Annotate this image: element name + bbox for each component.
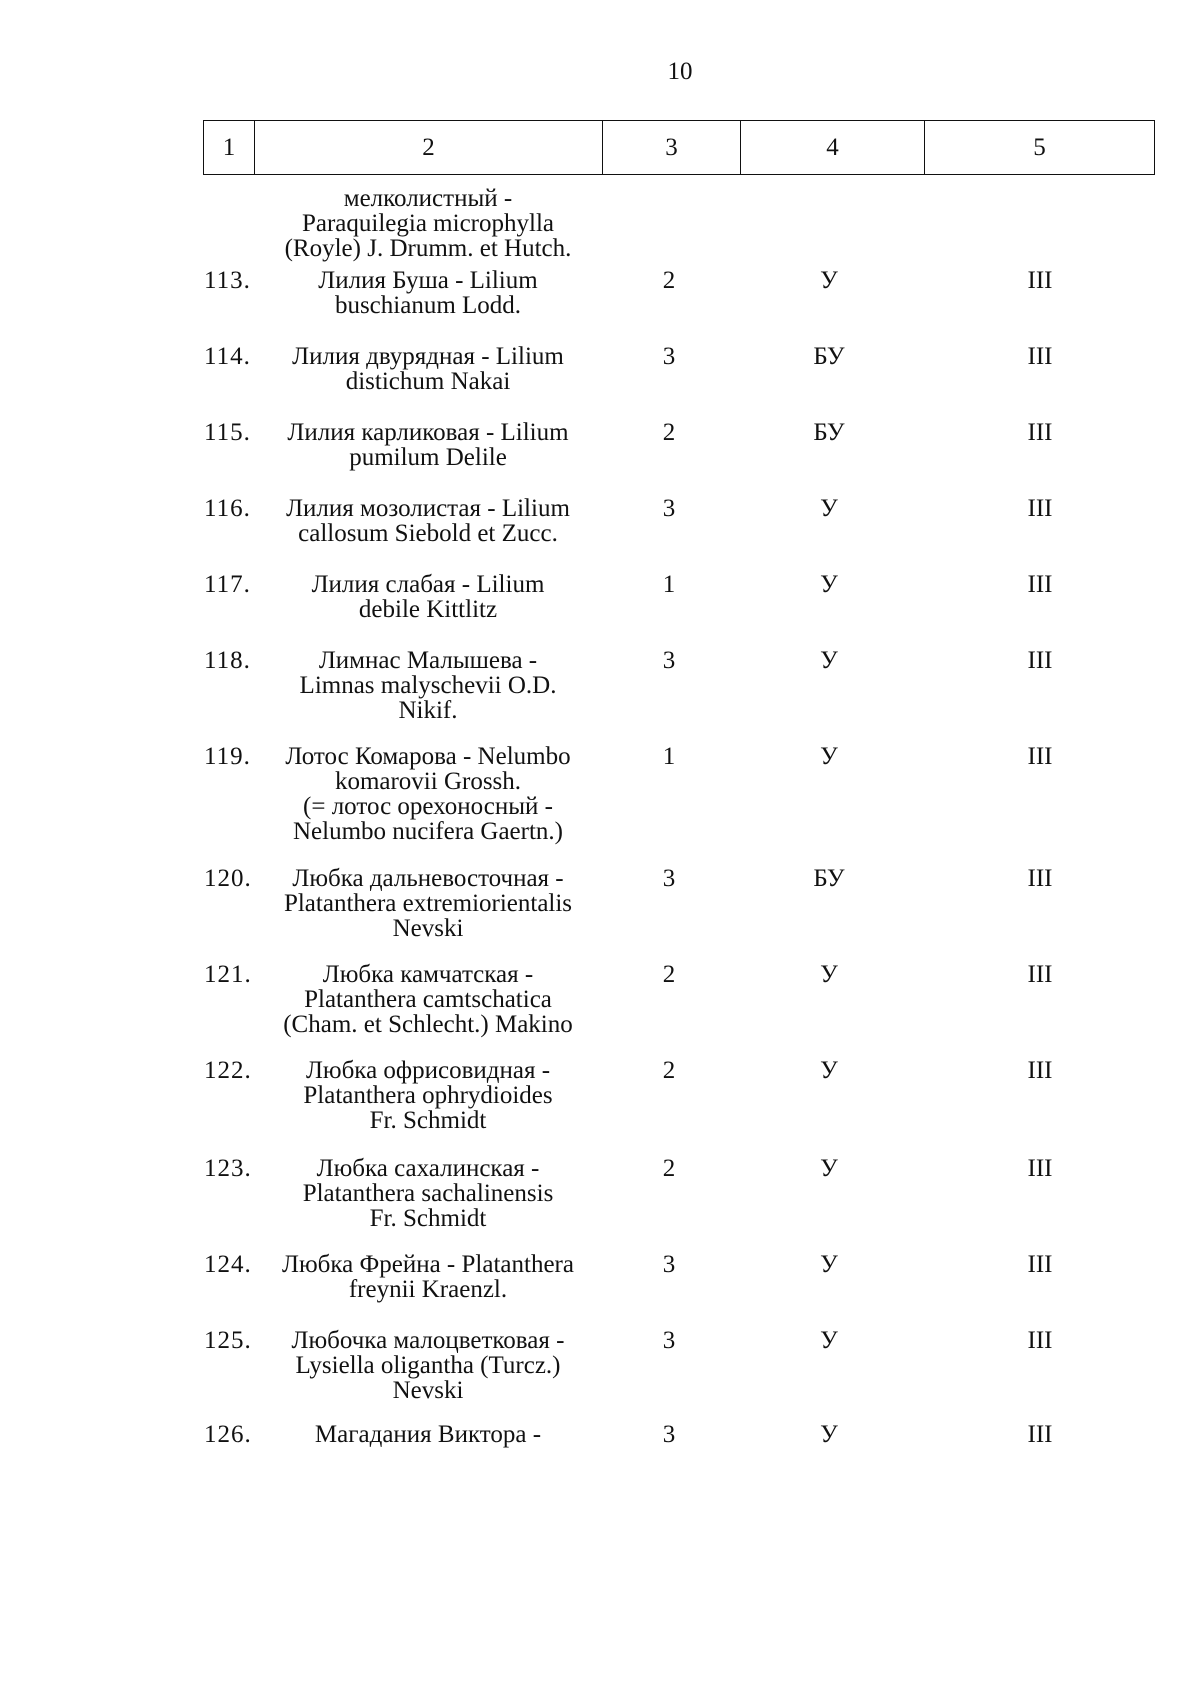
entry-number: 115. xyxy=(204,419,251,446)
status-cell: БУ xyxy=(813,419,845,446)
species-name-line: freynii Kraenzl. xyxy=(348,1276,508,1303)
category-cell: 2 xyxy=(662,1155,676,1182)
species-name xyxy=(258,648,598,723)
species-name-line: Nikif. xyxy=(398,697,458,724)
category-cell: 3 xyxy=(662,343,676,370)
species-name-line: debile Kittlitz xyxy=(358,596,498,623)
header-cell-1: 1 xyxy=(204,121,255,174)
species-name-line: Fr. Schmidt xyxy=(369,1107,487,1134)
entry-number: 116. xyxy=(204,495,251,522)
species-name-line: Лимнас Малышева - xyxy=(318,647,538,674)
entry-number: 117. xyxy=(204,571,251,598)
entry-number: 122. xyxy=(204,1057,252,1084)
species-name-line: pumilum Delile xyxy=(349,444,507,471)
species-name-line: Lysiella oligantha (Turcz.) xyxy=(295,1352,561,1379)
species-name-line: Platanthera sachalinensis xyxy=(302,1180,554,1207)
category-cell: 3 xyxy=(662,865,676,892)
status-cell: У xyxy=(820,1057,838,1084)
entry-number: 121. xyxy=(204,961,252,988)
entry-number: 126. xyxy=(204,1421,252,1448)
entry-number: 113. xyxy=(204,267,251,294)
group-cell: III xyxy=(1027,419,1053,446)
page-number: 10 xyxy=(667,58,693,85)
species-name-line: (Cham. et Schlecht.) Makino xyxy=(283,1011,573,1038)
species-name-line: Лилия двурядная - Lilium xyxy=(292,343,564,370)
group-cell: III xyxy=(1027,1057,1053,1084)
status-cell: У xyxy=(820,1421,838,1448)
species-name-line: Platanthera ophrydioides xyxy=(303,1082,553,1109)
species-name xyxy=(258,344,598,394)
status-cell: У xyxy=(820,743,838,770)
entry-number: 120. xyxy=(204,865,252,892)
species-name-line: Лотос Комарова - Nelumbo xyxy=(285,743,571,770)
status-cell: У xyxy=(820,1251,838,1278)
entry-number: 124. xyxy=(204,1251,252,1278)
category-cell: 3 xyxy=(662,1327,676,1354)
group-cell: III xyxy=(1027,865,1053,892)
status-cell: У xyxy=(820,571,838,598)
status-cell: У xyxy=(820,495,838,522)
category-cell: 2 xyxy=(662,267,676,294)
status-cell: БУ xyxy=(813,865,845,892)
category-cell: 3 xyxy=(662,1251,676,1278)
species-name xyxy=(258,1422,598,1447)
group-cell: III xyxy=(1027,1327,1053,1354)
species-name-line: callosum Siebold et Zucc. xyxy=(298,520,558,547)
species-name xyxy=(258,962,598,1037)
header-cell-5: 5 xyxy=(1033,133,1046,161)
species-name-line: Nelumbo nucifera Gaertn.) xyxy=(292,818,564,845)
status-cell: У xyxy=(820,267,838,294)
group-cell: III xyxy=(1027,495,1053,522)
continuation-line: мелколистный - xyxy=(343,185,513,212)
species-name-line: distichum Nakai xyxy=(345,368,511,395)
species-name xyxy=(258,1156,598,1231)
category-cell: 3 xyxy=(662,495,676,522)
species-name-line: Nevski xyxy=(392,915,464,942)
continuation-line: (Royle) J. Drumm. et Hutch. xyxy=(284,235,572,262)
status-cell: У xyxy=(820,961,838,988)
species-name xyxy=(258,1252,598,1302)
group-cell: III xyxy=(1027,647,1053,674)
category-cell: 3 xyxy=(662,1421,676,1448)
species-name xyxy=(258,1328,598,1403)
species-name xyxy=(258,744,598,844)
group-cell: III xyxy=(1027,961,1053,988)
species-name-line: komarovii Grossh. xyxy=(334,768,522,795)
species-name-line: Лилия слабая - Lilium xyxy=(311,571,545,598)
status-cell: У xyxy=(820,647,838,674)
category-cell: 2 xyxy=(662,419,676,446)
species-name xyxy=(258,268,598,318)
category-cell: 1 xyxy=(662,571,676,598)
group-cell: III xyxy=(1027,1251,1053,1278)
species-name-line: (= лотос орехоносный - xyxy=(303,793,553,820)
group-cell: III xyxy=(1027,571,1053,598)
header-cell-3: 3 xyxy=(603,121,741,174)
species-name-line: Любочка малоцветковая - xyxy=(291,1327,565,1354)
species-name xyxy=(258,866,598,941)
entry-number: 118. xyxy=(204,647,251,674)
category-cell: 3 xyxy=(662,647,676,674)
entry-number: 119. xyxy=(204,743,251,770)
category-cell: 2 xyxy=(662,1057,676,1084)
table-header-row xyxy=(203,120,1155,175)
entry-number: 114. xyxy=(204,343,251,370)
group-cell: III xyxy=(1027,743,1053,770)
species-name-line: Nevski xyxy=(392,1377,464,1404)
header-cell-4: 4 xyxy=(741,121,925,174)
species-name-line: Любка сахалинская - xyxy=(316,1155,540,1182)
entry-number: 123. xyxy=(204,1155,252,1182)
species-name-line: buschianum Lodd. xyxy=(334,292,522,319)
species-name xyxy=(258,420,598,470)
species-name-line: Platanthera extremiorientalis xyxy=(283,890,573,917)
species-name-line: Platanthera camtschatica xyxy=(304,986,552,1013)
species-name xyxy=(258,1058,598,1133)
header-cell-2: 2 xyxy=(255,121,603,174)
entry-number: 125. xyxy=(204,1327,252,1354)
continuation-text xyxy=(258,186,598,261)
status-cell: БУ xyxy=(813,343,845,370)
species-name-line: Любка камчатская - xyxy=(322,961,534,988)
species-name-line: Любка Фрейна - Platanthera xyxy=(282,1251,574,1278)
group-cell: III xyxy=(1027,343,1053,370)
species-name-line: Магадания Виктора - xyxy=(314,1421,542,1448)
species-name-line: Fr. Schmidt xyxy=(369,1205,487,1232)
species-name-line: Любка офрисовидная - xyxy=(305,1057,551,1084)
species-name-line: Любка дальневосточная - xyxy=(292,865,564,892)
species-name xyxy=(258,496,598,546)
species-name-line: Лилия мозолистая - Lilium xyxy=(286,495,570,522)
species-name-line: Лилия карликовая - Lilium xyxy=(287,419,569,446)
group-cell: III xyxy=(1027,1155,1053,1182)
continuation-line: Paraquilegia microphylla xyxy=(301,210,554,237)
category-cell: 2 xyxy=(662,961,676,988)
status-cell: У xyxy=(820,1327,838,1354)
category-cell: 1 xyxy=(662,743,676,770)
group-cell: III xyxy=(1027,267,1053,294)
species-name-line: Limnas malyschevii O.D. xyxy=(299,672,557,699)
group-cell: III xyxy=(1027,1421,1053,1448)
species-name xyxy=(258,572,598,622)
species-name-line: Лилия Буша - Lilium xyxy=(318,267,538,294)
status-cell: У xyxy=(820,1155,838,1182)
